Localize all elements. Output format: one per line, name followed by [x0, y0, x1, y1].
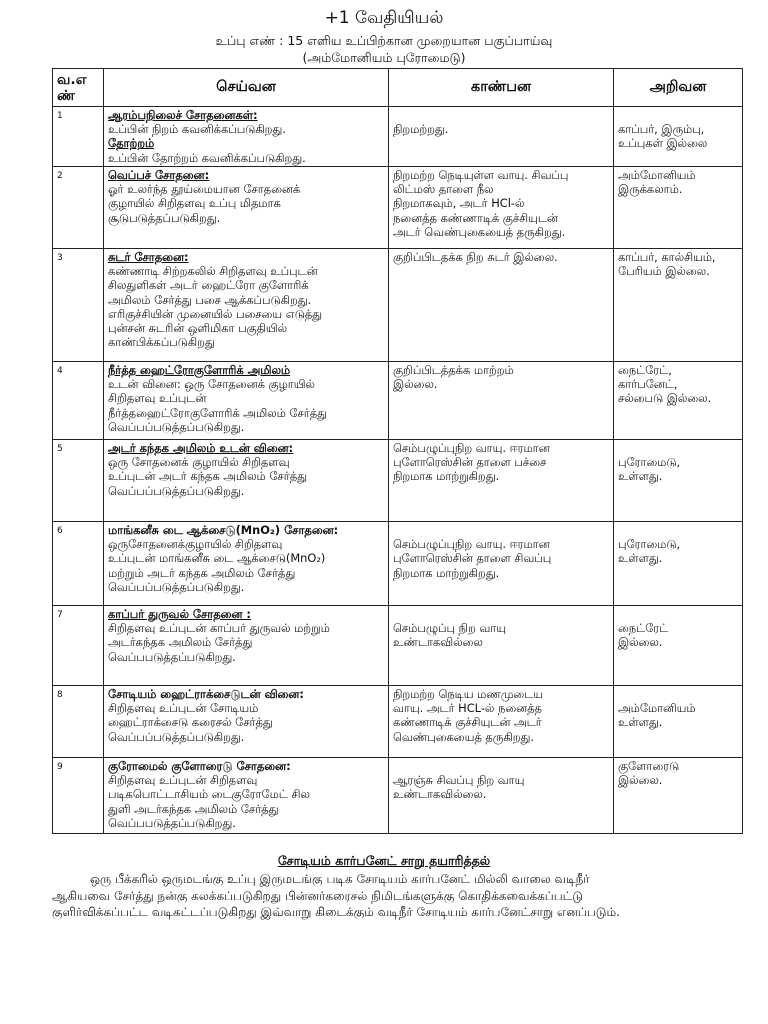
salt-name: (அம்மோனியம் புரோமைடு) [302, 50, 466, 65]
column-header-procedure: செய்வன [104, 69, 389, 107]
analysis-table [52, 68, 743, 834]
observation-line: உண்டாகவில்லை. [393, 787, 487, 802]
table-row [53, 249, 743, 362]
observation-line: லிட்மஸ் தாளை நீல [393, 182, 494, 197]
procedure-line: உப்புடன் மாங்கனீசு டை ஆக்சைடு(MnO₂) [108, 551, 326, 566]
procedure-line: சோடியம் ஹைட்ராக்சைடுடன் வினை: [108, 687, 304, 701]
procedure-line: நீர்த்த ஹைட்ரோகுளோரிக் அமிலம் [108, 363, 291, 377]
inference-cell [614, 686, 743, 758]
table-row [53, 758, 743, 834]
procedure-line: குழாயில் சிறிதளவு உப்பு மிதமாக [108, 196, 281, 211]
observation-line: செம்பழுப்பு நிற வாயு [393, 621, 506, 636]
procedure-line: வெப்பச் சோதனை: [108, 168, 210, 182]
preparation-line-1: ஒரு பீக்கரில் ஒருமடங்கு உப்பு இருமடங்கு படிக சோடியம் கார்பனேட் மில்லி வாலை வடிநீர் [90, 872, 590, 886]
procedure-line: புன்சன் சுடரின் ஒளிமிகா பகுதியில் [108, 321, 288, 336]
inference-line: அம்மோனியம் [618, 701, 696, 716]
procedure-line: மாங்கனீசு டை ஆக்சைடு(MnO₂) சோதனை: [108, 523, 339, 537]
inference-line: புரோமைடு, [618, 537, 681, 552]
serial-number-cell: 9 [53, 758, 104, 834]
procedure-line: மற்றும் அடர் கந்தக அமிலம் சேர்த்து [108, 565, 296, 580]
inference-line: உப்புகள் இல்லை [618, 136, 708, 151]
table-row [53, 440, 743, 522]
procedure-line: சிறிதளவு உப்புடன் சிறிதளவு [108, 773, 258, 788]
observation-line: புளோரெஸ்சின் தாளை பச்சை [393, 455, 547, 470]
observation-cell [389, 758, 614, 834]
procedure-line: வெப்பப்படுத்தப்படுகிறது. [108, 579, 245, 594]
inference-line: அம்மோனியம் [618, 168, 696, 182]
serial-number-cell: 7 [53, 606, 104, 686]
observation-line: நிறமற்றது. [393, 122, 449, 137]
observation-line [393, 759, 609, 773]
observation-line: வெண்புகையைத் தருகிறது. [393, 729, 534, 744]
observation-line: குறிப்பிடத்தக்க மாற்றம் [393, 363, 514, 377]
procedure-cell [104, 686, 389, 758]
inference-cell [614, 758, 743, 834]
inference-line: இல்லை. [618, 635, 663, 650]
observation-cell [389, 107, 614, 167]
procedure-line: ஆரம்பநிலைச் சோதனைகள்: [108, 108, 258, 122]
serial-number-cell: 6 [53, 522, 104, 606]
procedure-line: நீர்த்தஹைட்ரோகுளோரிக் அமிலம் சேர்த்து [108, 405, 328, 420]
inference-cell [614, 522, 743, 606]
inference-line [618, 607, 738, 621]
inference-line: உள்ளது. [618, 469, 663, 484]
inference-line: உள்ளது. [618, 715, 663, 730]
procedure-line: வெப்பப்படுத்தப்படுகிறது. [108, 483, 245, 498]
observation-cell [389, 167, 614, 249]
table-row [53, 606, 743, 686]
observation-cell [389, 522, 614, 606]
procedure-cell [104, 758, 389, 834]
procedure-line: படிகபொட்டாசியம் டைகுரோமேட் சில [108, 787, 310, 802]
inference-line: குளோரைடு [618, 759, 680, 773]
procedure-line: துளி அடர்கந்தக அமிலம் சேர்த்து [108, 801, 279, 816]
procedure-cell [104, 249, 389, 362]
observation-line: நிறமற்ற நெடியுள்ள வாயு. சிவப்பு [393, 168, 569, 182]
observation-cell [389, 249, 614, 362]
inference-line [618, 687, 738, 701]
salt-number-heading: உப்பு எண் : 15 எளிய உப்பிற்கான முறையான பகுப்பாய்வு [215, 33, 553, 48]
procedure-line: குரோமைல் குளோரைடு சோதனை: [108, 759, 291, 773]
procedure-line: காண்பிக்கப்படுகிறது [108, 335, 215, 350]
procedure-line: ஒரு சோதனைக் குழாயில் சிறிதளவு [108, 455, 290, 470]
inference-line: புரோமைடு, [618, 455, 681, 470]
procedure-line: உப்பின் தோற்றம் கவனிக்கப்படுகிறது. [108, 150, 306, 165]
inference-line: உள்ளது. [618, 551, 663, 566]
serial-number-cell: 2 [53, 167, 104, 249]
observation-line: நிறமற்ற நெடிய மணமுடைய [393, 687, 544, 701]
observation-line: நனைத்த கண்ணாடிக் குச்சியுடன் [393, 210, 558, 225]
inference-line [618, 523, 738, 537]
preparation-line-3: குளிர்விக்கப்பட்ட வடிகட்டப்படுகிறது இவ்வாறு கிடைக்கும் வடிநீர் சோடியம் கார்பனேட்சாறு எனப்படும். [52, 905, 620, 919]
procedure-line: தோற்றம் [108, 136, 155, 151]
procedure-line: அமிலம் சேர்த்து பசை ஆக்கப்படுகிறது. [108, 292, 312, 307]
inference-line: நைட்ரேட், [618, 363, 672, 377]
procedure-line: வெப்பபடுத்தப்படுகிறது. [108, 815, 236, 830]
inference-line: நைட்ரேட் [618, 621, 669, 636]
observation-line: உண்டாகவில்லை [393, 635, 483, 650]
inference-line: காப்பர், கால்சியம், [618, 250, 716, 264]
procedure-line: எரிகுச்சியின் முனையில் பசையை எடுத்து [108, 306, 323, 321]
observation-line [393, 607, 609, 621]
procedure-line: வெப்பபடுத்தப்படுகிறது. [108, 649, 236, 664]
observation-line: நிறமாகவும், அடர் HCl-ல் [393, 196, 525, 211]
observation-cell [389, 440, 614, 522]
procedure-line: உப்பின் நிறம் கவனிக்கப்படுகிறது. [108, 122, 286, 137]
procedure-line: அடர் கந்தக அமிலம் உடன் வினை: [108, 441, 294, 455]
inference-cell [614, 167, 743, 249]
procedure-line: சுடர் சோதனை: [108, 250, 189, 264]
inference-line: இல்லை. [618, 773, 663, 788]
procedure-cell [104, 606, 389, 686]
table-row [53, 362, 743, 440]
column-header-serial: வ.எ ண் [53, 69, 104, 107]
procedure-cell [104, 440, 389, 522]
procedure-line: சிறிதளவு உப்புடன் காப்பர் துருவல் மற்றும் [108, 621, 330, 636]
observation-line: நிறமாக மாற்றுகிறது. [393, 469, 500, 484]
serial-number-cell: 1 [53, 107, 104, 167]
inference-cell [614, 249, 743, 362]
table-row [53, 686, 743, 758]
procedure-line: ஹைட்ராக்சைடு கரைசல் சேர்த்து [108, 715, 273, 730]
procedure-line: காப்பர் துருவல் சோதனை : [108, 607, 251, 621]
procedure-cell [104, 167, 389, 249]
inference-line: இருக்கலாம். [618, 182, 683, 197]
inference-cell [614, 440, 743, 522]
observation-line: ஆரஞ்சு சிவப்பு நிற வாயு [393, 773, 525, 788]
observation-line: வாயு. அடர் HCL-ல் நனைத்த [393, 701, 542, 716]
inference-line [618, 441, 738, 455]
inference-line: கார்பனேட், [618, 377, 678, 392]
page-title: +1 வேதியியல் [324, 8, 444, 28]
observation-line: செம்பழுப்புநிற வாயு. ஈரமான [393, 537, 550, 552]
procedure-line: வெப்பப்படுத்தப்படுகிறது. [108, 729, 245, 744]
inference-cell [614, 107, 743, 167]
inference-line: காப்பர், இரும்பு, [618, 122, 705, 137]
observation-line [393, 108, 609, 122]
procedure-line: ஒருசோதனைக்குழாயில் சிறிதளவு [108, 537, 283, 552]
preparation-title: சோடியம் கார்பனேட் சாறு தயாரித்தல் [277, 853, 491, 868]
inference-line: பேரியம் இல்லை. [618, 264, 710, 279]
serial-number-cell: 8 [53, 686, 104, 758]
serial-number-cell: 5 [53, 440, 104, 522]
procedure-cell [104, 522, 389, 606]
procedure-line: சூடுபடுத்தப்படுகிறது. [108, 210, 221, 225]
procedure-line: அடர்கந்தக அமிலம் சேர்த்து [108, 635, 253, 650]
procedure-line: சிறிதளவு உப்புடன் சோடியம் [108, 701, 259, 716]
procedure-line: கண்ணாடி சிற்றகலில் சிறிதளவு உப்புடன் [108, 264, 318, 279]
observation-line: கண்ணாடிக் குச்சியுடன் அடர் [393, 715, 542, 730]
procedure-line: ஓர் உலர்ந்த தூய்மையான சோதனைக் [108, 182, 301, 197]
procedure-cell [104, 362, 389, 440]
observation-line: நிறமாக மாற்றுகிறது. [393, 565, 500, 580]
observation-line: அடர் வெண்புகையைத் தருகிறது. [393, 224, 566, 239]
inference-cell [614, 606, 743, 686]
inference-line: சல்பைடு இல்லை. [618, 391, 712, 406]
procedure-cell [104, 107, 389, 167]
table-row [53, 522, 743, 606]
observation-line: இல்லை. [393, 377, 438, 392]
observation-cell [389, 362, 614, 440]
observation-line: செம்பழுப்புநிற வாயு. ஈரமான [393, 441, 550, 455]
table-header-row [53, 69, 743, 107]
procedure-line: உடன் வினை: ஒரு சோதனைக் குழாயில் [108, 377, 315, 392]
observation-line: குறிப்பிடதக்க நிற சுடர் இல்லை. [393, 250, 558, 264]
serial-number-cell: 3 [53, 249, 104, 362]
column-header-inference: அறிவன [614, 69, 743, 107]
table-row [53, 167, 743, 249]
procedure-line: உப்புடன் அடர் கந்தக அமிலம் சேர்த்து [108, 469, 307, 484]
procedure-line: வெப்பப்படுத்தப்படுகிறது. [108, 419, 245, 434]
observation-cell [389, 686, 614, 758]
serial-number-cell: 4 [53, 362, 104, 440]
table-row [53, 107, 743, 167]
observation-cell [389, 606, 614, 686]
preparation-line-2: ஆகியவை சேர்த்து நன்கு கலக்கப்படுகிறது பின்னர்கரைசல் நிமிடங்களுக்கு கொதிக்கவைக்கப்பட்டு [52, 889, 583, 903]
inference-line [618, 108, 738, 122]
observation-line [393, 523, 609, 537]
procedure-line: சிறிதளவு உப்புடன் [108, 391, 207, 406]
observation-line: புளோரெஸ்சின் தாளை சிவப்பு [393, 551, 552, 566]
procedure-line: சிலதுளிகள் அடர் ஹைட்ரோ குளோரிக் [108, 278, 309, 293]
column-header-observation: காண்பன [389, 69, 614, 107]
inference-cell [614, 362, 743, 440]
